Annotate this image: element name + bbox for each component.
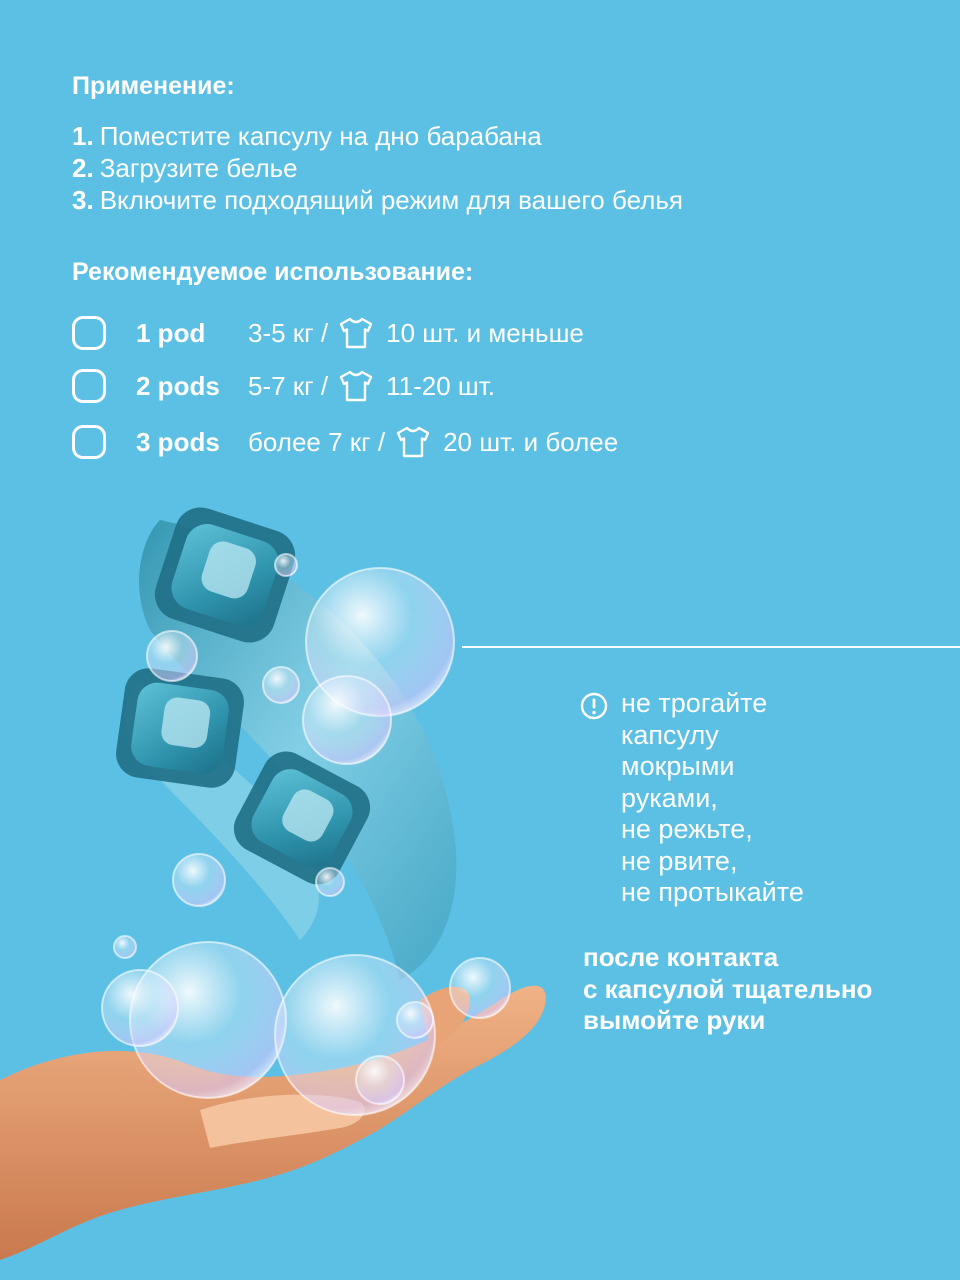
bubble <box>356 1056 404 1104</box>
step-text: Поместите капсулу на дно барабана <box>99 121 542 151</box>
usage-heading: Применение: <box>72 72 235 100</box>
step-3 <box>72 184 683 216</box>
dose-count: 2 pods <box>136 370 220 401</box>
step-number: 3. <box>72 185 94 215</box>
warning-line: не трогайте <box>621 688 768 718</box>
step-2 <box>72 152 683 184</box>
after-contact-line: с капсулой тщательно <box>583 973 873 1004</box>
warning-text <box>621 688 804 909</box>
step-text: Включите подходящий режим для вашего белья <box>99 185 683 215</box>
capsule <box>113 665 247 791</box>
after-contact-text <box>583 942 872 1037</box>
dose-weight: 5-7 кг / <box>248 370 329 401</box>
warning-line: не протыкайте <box>621 877 804 907</box>
warning-line: не рвите, <box>621 845 738 876</box>
divider-line <box>462 646 960 648</box>
bubble <box>114 936 136 958</box>
dose-count: 1 pod <box>136 317 206 348</box>
warning-line: руками, <box>621 782 718 813</box>
step-1 <box>72 120 683 152</box>
recommended-heading: Рекомендуемое использование: <box>72 258 474 286</box>
step-number: 2. <box>72 153 94 183</box>
bubble <box>263 667 299 703</box>
after-contact-line: после контакта <box>583 942 779 972</box>
bubble <box>316 868 344 896</box>
warning-line: не режьте, <box>621 814 753 844</box>
bubble <box>450 958 510 1018</box>
pod-square-icon <box>72 316 106 350</box>
bubble <box>397 1002 433 1038</box>
bubble <box>173 854 225 906</box>
tshirt-icon <box>338 316 374 350</box>
dose-weight: 3-5 кг / <box>248 317 329 348</box>
warning-line: мокрыми <box>621 751 735 781</box>
after-contact-line: вымойте руки <box>583 1005 766 1035</box>
pod-square-icon <box>72 369 106 403</box>
bubble <box>303 676 391 764</box>
dose-row-1 <box>72 311 584 355</box>
step-text: Загрузите белье <box>99 153 298 183</box>
dose-count: 3 pods <box>136 426 220 457</box>
dose-items: 20 шт. и более <box>443 426 619 457</box>
bubble <box>147 631 197 681</box>
dose-items: 11-20 шт. <box>386 370 496 401</box>
hand-pods-bubbles-illustration <box>0 480 560 1280</box>
bubble <box>275 554 297 576</box>
dose-row-2 <box>72 364 495 408</box>
pod-square-icon <box>72 425 106 459</box>
step-number: 1. <box>72 121 94 151</box>
warning-line: капсулу <box>621 719 719 750</box>
dose-weight: более 7 кг / <box>248 426 386 457</box>
tshirt-icon <box>395 425 431 459</box>
exclamation-circle-icon <box>580 692 608 720</box>
dose-row-3 <box>72 420 618 464</box>
bubble <box>102 970 178 1046</box>
dose-items: 10 шт. и меньше <box>386 317 584 348</box>
tshirt-icon <box>338 369 374 403</box>
usage-steps <box>72 120 683 216</box>
